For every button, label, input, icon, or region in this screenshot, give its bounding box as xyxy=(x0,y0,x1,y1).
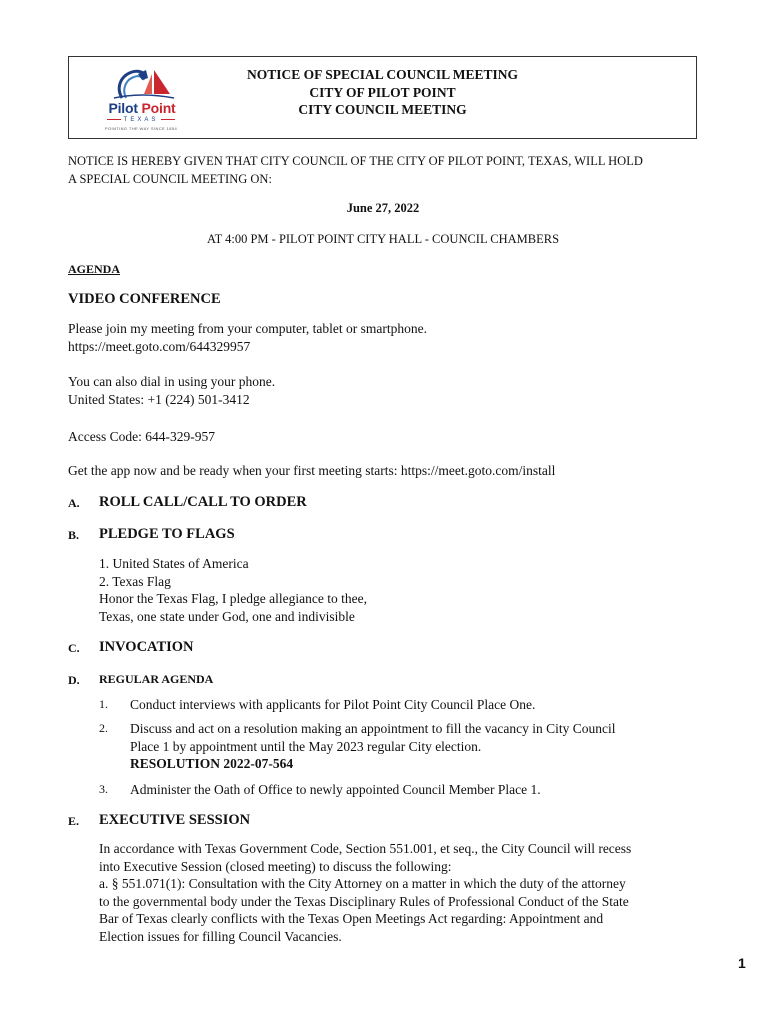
pledge-text: 1. United States of America 2. Texas Flag Honor the Texas Flag, I pledge allegiance to thee, Texas, one state under God, one and indivisible xyxy=(99,556,367,624)
page-number: 1 xyxy=(738,955,746,971)
logo-wordmark: Pilot Point xyxy=(108,100,176,116)
horse-sail-emblem-icon xyxy=(94,64,188,104)
section-e-letter: E. xyxy=(68,814,80,828)
meeting-time-location: AT 4:00 PM - PILOT POINT CITY HALL - COUNCIL CHAMBERS xyxy=(206,232,560,246)
agenda-item-number: 3. xyxy=(99,782,108,796)
video-conference-heading: VIDEO CONFERENCE xyxy=(68,291,221,307)
agenda-item-3: Administer the Oath of Office to newly appointed Council Member Place 1. xyxy=(130,782,541,797)
section-a-title: ROLL CALL/CALL TO ORDER xyxy=(99,494,307,510)
resolution-number: RESOLUTION 2022-07-564 xyxy=(130,756,294,771)
title-line-2: CITY OF PILOT POINT xyxy=(309,84,456,100)
pilot-point-logo xyxy=(94,64,188,132)
agenda-item-number: 1. xyxy=(99,697,108,711)
section-d-title: REGULAR AGENDA xyxy=(99,672,214,686)
meeting-url[interactable]: https://meet.goto.com/644329957 xyxy=(68,338,251,354)
notice-text: NOTICE IS HEREBY GIVEN THAT CITY COUNCIL OF THE CITY OF PILOT POINT, TEXAS, WILL HOLD A SPECIAL COUNCIL MEETING ON: xyxy=(68,154,643,186)
agenda-item-1: Conduct interviews with applicants for Pilot Point City Council Place One. xyxy=(130,697,536,712)
title-line-1: NOTICE OF SPECIAL COUNCIL MEETING xyxy=(246,67,519,82)
executive-session-text: In accordance with Texas Government Code, Section 551.001, et seq., the City Council will recess into Executive Session (closed meeting) to discuss the following: a. § 551.071(1): Consultation with the City Attorney on a matter in which the duty of the attorney to the governmental body under the Texas Disciplinary Rules of Professional Conduct of the State Bar of Texas clearly conflicts with the Texas Open Meetings Act regarding: Appointment and Election issues for filling Council Vacancies. xyxy=(99,841,632,944)
logo-state: TEXAS xyxy=(94,117,188,123)
app-download-text: Get the app now and be ready when your first meeting starts: https://meet.goto.com/install xyxy=(68,463,556,478)
section-c-letter: C. xyxy=(68,641,80,655)
section-a-letter: A. xyxy=(68,496,80,510)
meeting-date: June 27, 2022 xyxy=(346,201,420,215)
access-code: Access Code: 644-329-957 xyxy=(68,429,215,444)
dial-in-text: You can also dial in using your phone. United States: +1 (224) 501-3412 xyxy=(68,373,708,408)
join-meeting-text: Please join my meeting from your computer, tablet or smartphone. https://meet.goto.com/644329957 xyxy=(68,320,708,355)
section-e-title: EXECUTIVE SESSION xyxy=(99,812,251,828)
agenda-item-number: 2. xyxy=(99,721,108,735)
logo-tagline: POINTING THE WAY SINCE 1854 xyxy=(104,126,178,131)
title-line-3: CITY COUNCIL MEETING xyxy=(298,102,467,117)
notice-title xyxy=(190,66,575,119)
agenda-item-2: Discuss and act on a resolution making an appointment to fill the vacancy in City Council Place 1 by appointment until the May 2023 regular City election. RESOLUTION 2022-07-564 xyxy=(130,720,720,773)
section-c-title: INVOCATION xyxy=(99,639,194,655)
section-b-title: PLEDGE TO FLAGS xyxy=(99,526,235,542)
agenda-heading: AGENDA xyxy=(68,262,121,276)
dial-in-phone: United States: +1 (224) 501-3412 xyxy=(68,391,250,407)
section-b-letter: B. xyxy=(68,528,80,542)
section-d-letter: D. xyxy=(68,673,80,687)
